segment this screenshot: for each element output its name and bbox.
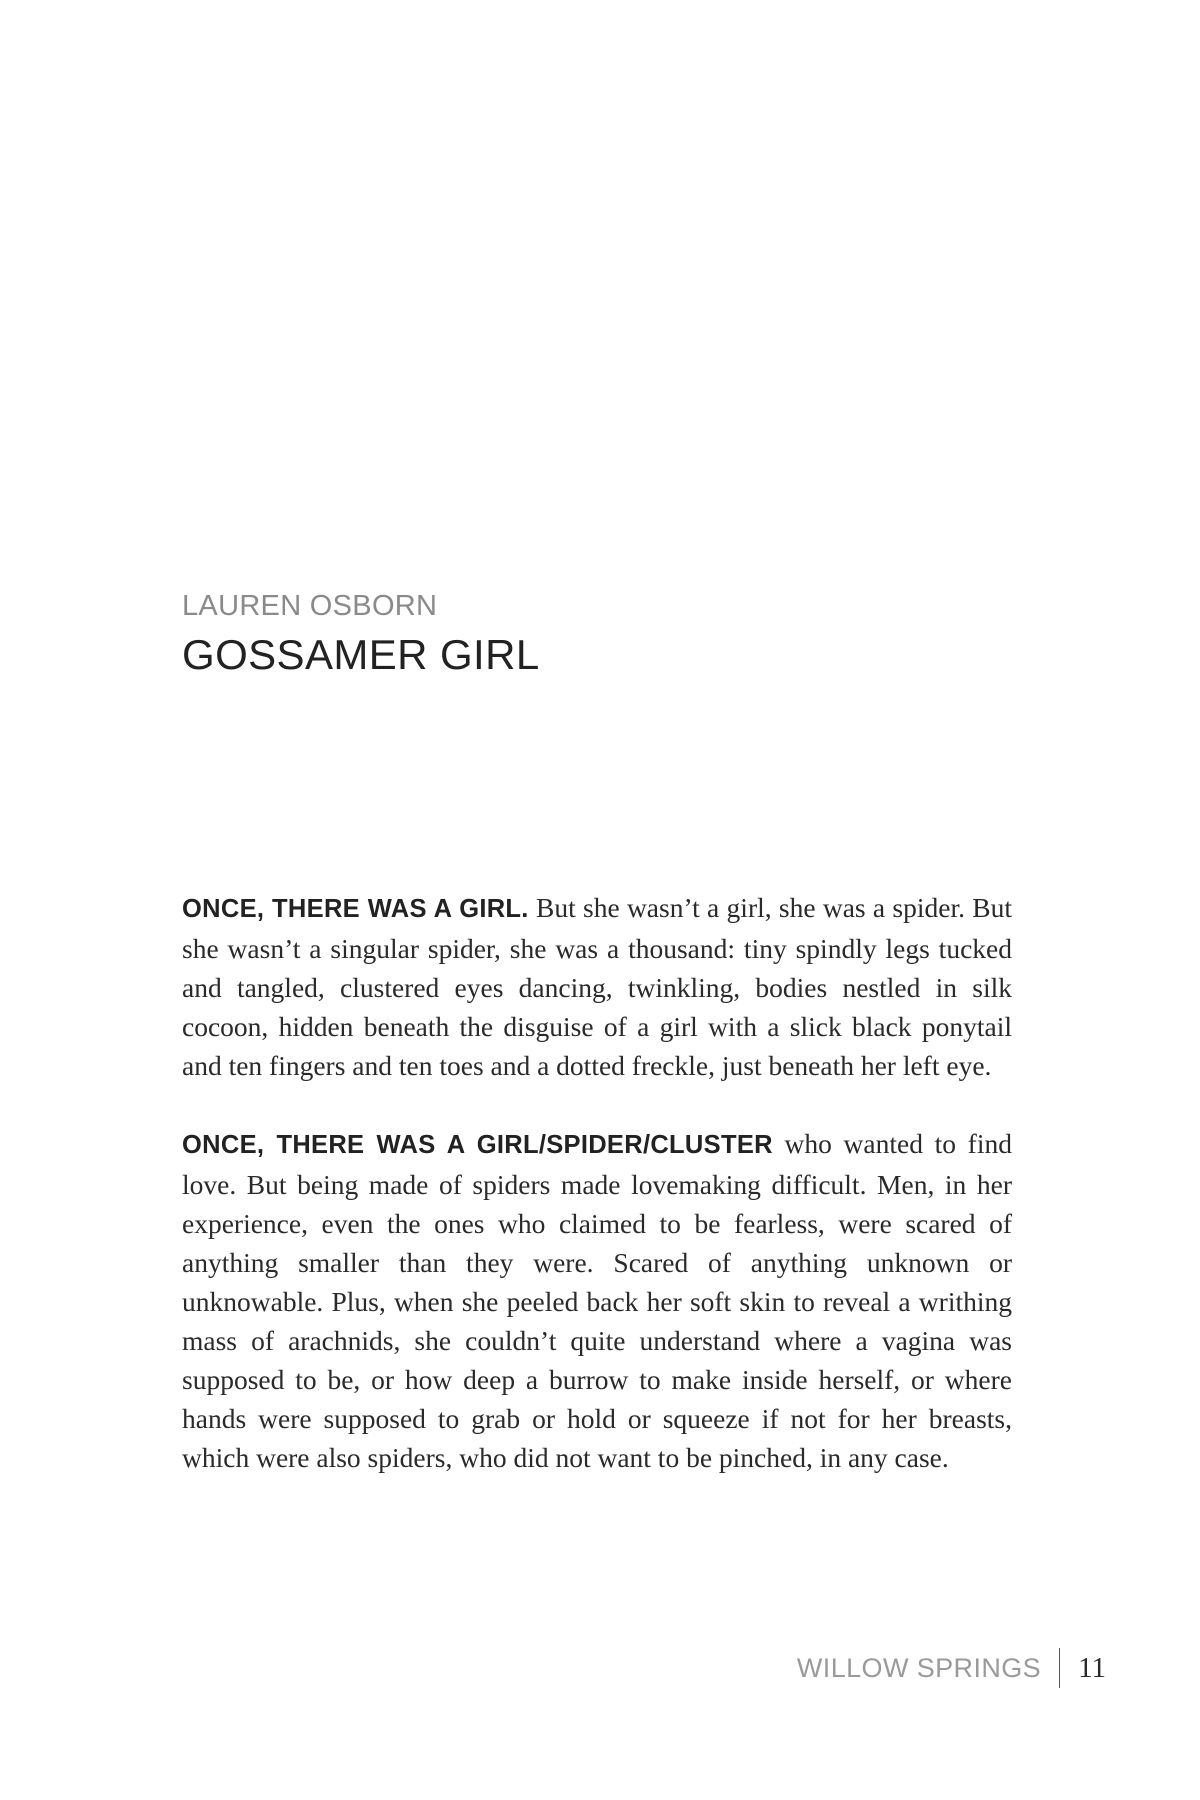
author-name: LAUREN OSBORN [182,590,438,622]
paragraph-1 [182,888,1012,1085]
story-title: GOSSAMER GIRL [182,631,540,678]
story-body [182,888,1012,1516]
page-footer [797,1644,1106,1692]
page-number: 11 [1078,1651,1106,1684]
paragraph-2-lead: ONCE, THERE WAS A GIRL/SPIDER/CLUSTER [182,1131,773,1159]
journal-name: WILLOW SPRINGS [796,1652,1042,1683]
paragraph-1-text: But she wasn’t a girl, she was a spider. But she wasn’t a singular spider, she was a thousand: tiny spindly legs tucked and tangled, clustered eyes dancing, twinkling, bodies nestled in silk cocoon, hidden beneath the disguise of a girl with a slick black ponytail and ten fingers and ten toes and a dotted freckle, just beneath her left eye. [182,892,1012,1081]
paragraph-2 [182,1124,1012,1477]
paragraph-1-lead: ONCE, THERE WAS A GIRL. [182,895,529,923]
paragraph-2-text: who wanted to find love. But being made of spiders made lovemaking difficult. Men, in her experience, even the ones who claimed to be fearless, were scared of anything smaller than they were. Scared of anything unknown or unknowable. Plus, when she peeled back her soft skin to reveal a writhing mass of arachnids, she couldn’t quite understand where a vagina was supposed to be, or how deep a burrow to make inside herself, or where hands were supposed to grab or hold or squeeze if not for her breasts, which were also spiders, who did not want to be pinched, in any case. [182,1128,1012,1473]
